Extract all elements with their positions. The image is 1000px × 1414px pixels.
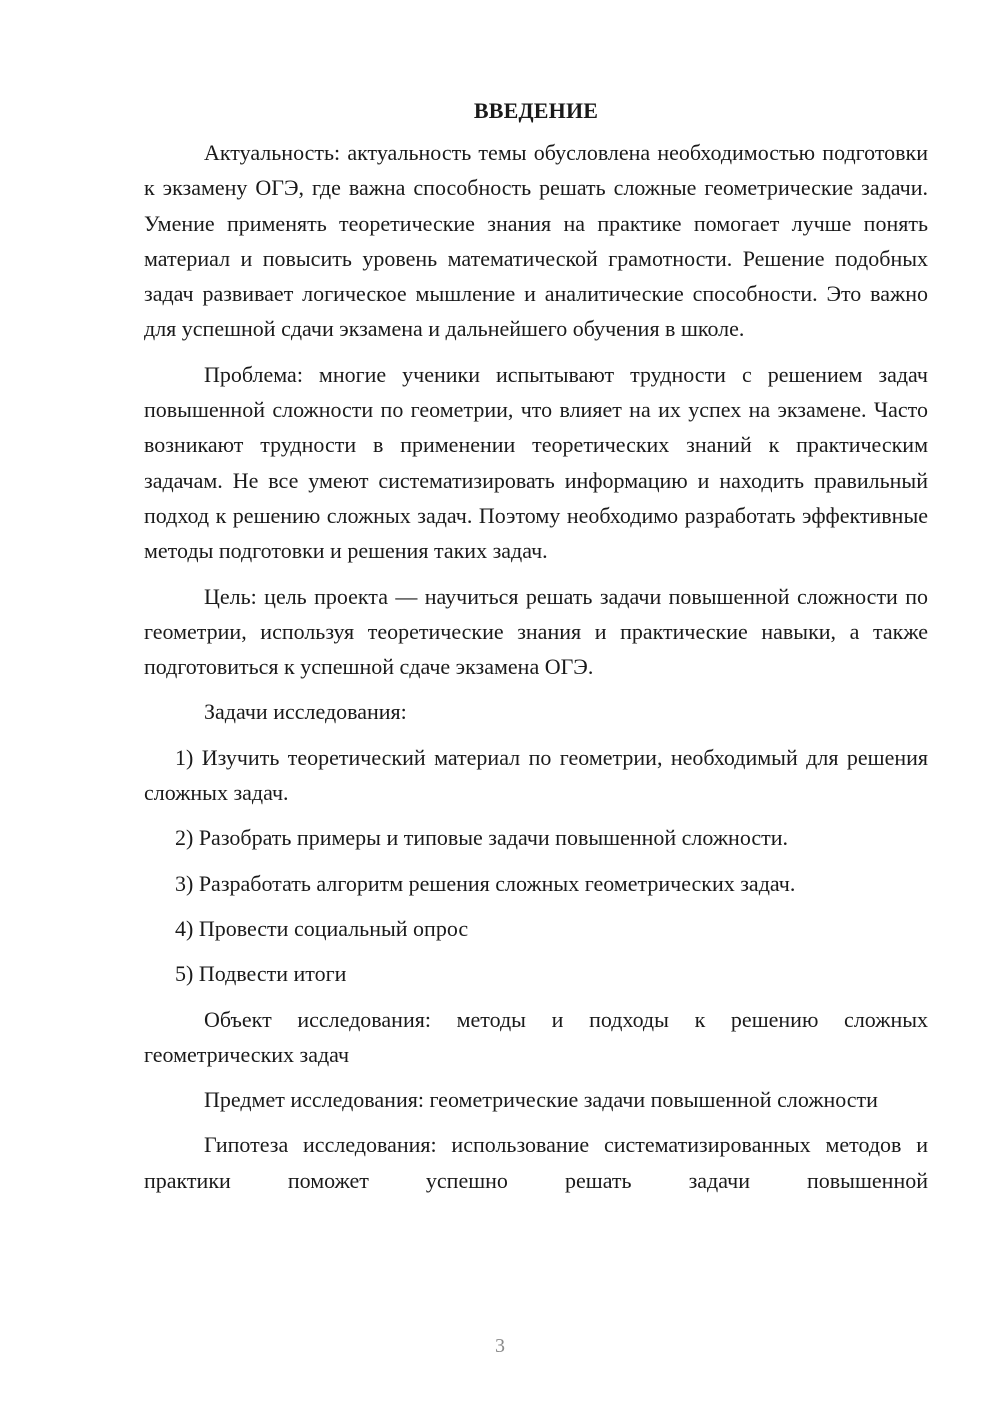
task-item-3: 3) Разработать алгоритм решения сложных геометрических задач.	[175, 870, 796, 896]
task-item-5: 5) Подвести итоги	[175, 961, 347, 987]
relevance-paragraph: Актуальность: актуальность темы обусловлена необходимостью подготовки к экзамену ОГЭ, где важна способность решать сложные геометрические задачи. Умение применять теоретические знания на практике помогает лучше понять материал и повысить уровень математической грамотности. Решение подобных задач развивает логическое мышление и аналитические способности. Это важно для успешной сдачи экзамена и дальнейшего обучения в школе.	[144, 140, 928, 342]
task-item-1: 1) Изучить теоретический материал по геометрии, необходимый для решения сложных задач.	[144, 744, 928, 806]
hypothesis-paragraph: Гипотеза исследования: использование систематизированных методов и практики поможет успешно решать задачи повышенной	[144, 1132, 928, 1193]
tasks-title: Задачи исследования:	[204, 699, 407, 725]
task-item-4: 4) Провести социальный опрос	[175, 915, 469, 941]
goal-paragraph: Цель: цель проекта — научиться решать задачи повышенной сложности по геометрии, используя теоретические знания и практические навыки, а также подготовиться к успешной сдаче экзамена ОГЭ.	[144, 583, 928, 680]
page-title: ВВЕДЕНИЕ	[473, 98, 599, 123]
problem-paragraph: Проблема: многие ученики испытывают трудности с решением задач повышенной сложности по геометрии, что влияет на их успех на экзамене. Часто возникают трудности в применении теоретических знаний к практическим задачам. Не все умеют систематизировать информацию и находить правильный подход к решению сложных задач. Поэтому необходимо разработать эффективные методы подготовки и решения таких задач.	[144, 361, 928, 564]
page-number: 3	[495, 1335, 505, 1357]
task-item-2: 2) Разобрать примеры и типовые задачи повышенной сложности.	[175, 825, 789, 851]
object-paragraph: Объект исследования: методы и подходы к решению сложных геометрических задач	[144, 1006, 928, 1067]
page-content	[144, 93, 928, 1208]
subject-paragraph: Предмет исследования: геометрические задачи повышенной сложности	[204, 1087, 878, 1113]
